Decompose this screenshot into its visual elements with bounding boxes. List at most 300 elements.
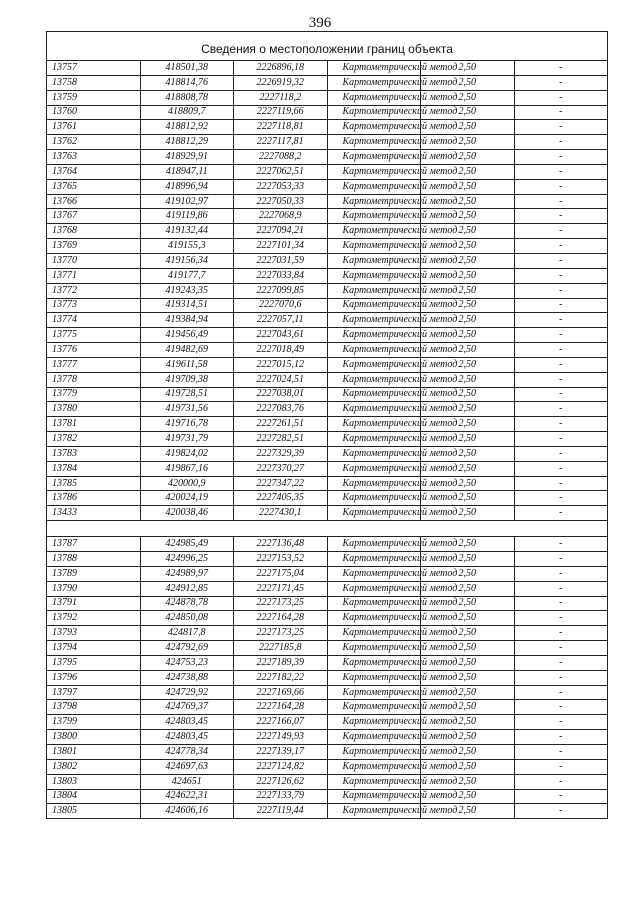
method-cell: Картометрический метод xyxy=(327,670,421,685)
note-cell: - xyxy=(514,506,608,521)
note-cell: - xyxy=(514,685,608,700)
table-row xyxy=(47,700,608,715)
note-cell: - xyxy=(514,730,608,745)
note-cell: - xyxy=(514,461,608,476)
note-cell: - xyxy=(514,120,608,135)
y-coordinate-cell: 2227101,34 xyxy=(234,239,328,254)
x-coordinate-cell: 419731,79 xyxy=(140,432,234,447)
point-number-cell: 13803 xyxy=(47,774,141,789)
x-coordinate-cell: 424850,08 xyxy=(140,611,234,626)
y-coordinate-cell: 2227133,79 xyxy=(234,789,328,804)
point-number-cell: 13768 xyxy=(47,224,141,239)
x-coordinate-cell: 424738,88 xyxy=(140,670,234,685)
accuracy-cell: 2,50 xyxy=(421,581,515,596)
method-cell: Картометрический метод xyxy=(327,537,421,552)
x-coordinate-cell: 424803,45 xyxy=(140,730,234,745)
x-coordinate-cell: 418814,76 xyxy=(140,75,234,90)
note-cell: - xyxy=(514,224,608,239)
table-row xyxy=(47,715,608,730)
point-number-cell: 13763 xyxy=(47,150,141,165)
accuracy-cell: 2,50 xyxy=(421,120,515,135)
x-coordinate-cell: 420000,9 xyxy=(140,476,234,491)
method-cell: Картометрический метод xyxy=(327,730,421,745)
x-coordinate-cell: 418996,94 xyxy=(140,179,234,194)
note-cell: - xyxy=(514,715,608,730)
accuracy-cell: 2,50 xyxy=(421,552,515,567)
x-coordinate-cell: 419119,86 xyxy=(140,209,234,224)
note-cell: - xyxy=(514,194,608,209)
accuracy-cell: 2,50 xyxy=(421,224,515,239)
table-row xyxy=(47,194,608,209)
point-number-cell: 13804 xyxy=(47,789,141,804)
note-cell: - xyxy=(514,343,608,358)
method-cell: Картометрический метод xyxy=(327,461,421,476)
table-row xyxy=(47,744,608,759)
note-cell: - xyxy=(514,313,608,328)
y-coordinate-cell: 2227043,61 xyxy=(234,328,328,343)
x-coordinate-cell: 418947,11 xyxy=(140,164,234,179)
note-cell: - xyxy=(514,774,608,789)
x-coordinate-cell: 424878,78 xyxy=(140,596,234,611)
y-coordinate-cell: 2227024,51 xyxy=(234,372,328,387)
table-row xyxy=(47,209,608,224)
accuracy-cell: 2,50 xyxy=(421,506,515,521)
table-row xyxy=(47,774,608,789)
y-coordinate-cell: 2227068,9 xyxy=(234,209,328,224)
method-cell: Картометрический метод xyxy=(327,417,421,432)
method-cell: Картометрический метод xyxy=(327,120,421,135)
x-coordinate-cell: 419482,69 xyxy=(140,343,234,358)
x-coordinate-cell: 419314,51 xyxy=(140,298,234,313)
point-number-cell: 13765 xyxy=(47,179,141,194)
table-row xyxy=(47,253,608,268)
point-number-cell: 13769 xyxy=(47,239,141,254)
y-coordinate-cell: 2227370,27 xyxy=(234,461,328,476)
method-cell: Картометрический метод xyxy=(327,268,421,283)
page-number: 396 xyxy=(308,15,332,31)
method-cell: Картометрический метод xyxy=(327,90,421,105)
x-coordinate-cell: 424989,97 xyxy=(140,566,234,581)
note-cell: - xyxy=(514,596,608,611)
note-cell: - xyxy=(514,670,608,685)
x-coordinate-cell: 420038,46 xyxy=(140,506,234,521)
point-number-cell: 13785 xyxy=(47,476,141,491)
point-number-cell: 13771 xyxy=(47,268,141,283)
table-row xyxy=(47,387,608,402)
method-cell: Картометрический метод xyxy=(327,239,421,254)
note-cell: - xyxy=(514,135,608,150)
y-coordinate-cell: 2227088,2 xyxy=(234,150,328,165)
accuracy-cell: 2,50 xyxy=(421,90,515,105)
x-coordinate-cell: 424729,92 xyxy=(140,685,234,700)
note-cell: - xyxy=(514,581,608,596)
note-cell: - xyxy=(514,150,608,165)
note-cell: - xyxy=(514,552,608,567)
method-cell: Картометрический метод xyxy=(327,581,421,596)
accuracy-cell: 2,50 xyxy=(421,268,515,283)
table-row xyxy=(47,357,608,372)
point-number-cell: 13779 xyxy=(47,387,141,402)
table-row xyxy=(47,417,608,432)
note-cell: - xyxy=(514,90,608,105)
note-cell: - xyxy=(514,446,608,461)
method-cell: Картометрический метод xyxy=(327,75,421,90)
table-row xyxy=(47,268,608,283)
x-coordinate-cell: 419456,49 xyxy=(140,328,234,343)
table-body xyxy=(47,32,608,819)
method-cell: Картометрический метод xyxy=(327,150,421,165)
method-cell: Картометрический метод xyxy=(327,402,421,417)
x-coordinate-cell: 424996,25 xyxy=(140,552,234,567)
accuracy-cell: 2,50 xyxy=(421,491,515,506)
y-coordinate-cell: 2227126,62 xyxy=(234,774,328,789)
x-coordinate-cell: 424792,69 xyxy=(140,641,234,656)
table-row xyxy=(47,581,608,596)
x-coordinate-cell: 419132,44 xyxy=(140,224,234,239)
table-row xyxy=(47,552,608,567)
method-cell: Картометрический метод xyxy=(327,298,421,313)
y-coordinate-cell: 2227124,82 xyxy=(234,759,328,774)
table-row xyxy=(47,566,608,581)
point-number-cell: 13800 xyxy=(47,730,141,745)
group-separator-row xyxy=(47,521,608,537)
table-row xyxy=(47,239,608,254)
note-cell: - xyxy=(514,804,608,819)
accuracy-cell: 2,50 xyxy=(421,432,515,447)
note-cell: - xyxy=(514,491,608,506)
x-coordinate-cell: 420024,19 xyxy=(140,491,234,506)
x-coordinate-cell: 424912,85 xyxy=(140,581,234,596)
note-cell: - xyxy=(514,268,608,283)
table-row xyxy=(47,224,608,239)
table-title-row xyxy=(47,32,608,61)
note-cell: - xyxy=(514,626,608,641)
note-cell: - xyxy=(514,298,608,313)
x-coordinate-cell: 419156,34 xyxy=(140,253,234,268)
table-row xyxy=(47,328,608,343)
accuracy-cell: 2,50 xyxy=(421,283,515,298)
table-row xyxy=(47,537,608,552)
method-cell: Картометрический метод xyxy=(327,759,421,774)
method-cell: Картометрический метод xyxy=(327,626,421,641)
boundary-coordinates-table xyxy=(46,31,608,819)
method-cell: Картометрический метод xyxy=(327,209,421,224)
y-coordinate-cell: 2227117,81 xyxy=(234,135,328,150)
method-cell: Картометрический метод xyxy=(327,744,421,759)
table-title: Сведения о местоположении границ объекта xyxy=(47,32,608,61)
point-number-cell: 13789 xyxy=(47,566,141,581)
method-cell: Картометрический метод xyxy=(327,357,421,372)
x-coordinate-cell: 419243,35 xyxy=(140,283,234,298)
y-coordinate-cell: 2226919,32 xyxy=(234,75,328,90)
note-cell: - xyxy=(514,328,608,343)
point-number-cell: 13791 xyxy=(47,596,141,611)
note-cell: - xyxy=(514,476,608,491)
y-coordinate-cell: 2227050,33 xyxy=(234,194,328,209)
y-coordinate-cell: 2227164,28 xyxy=(234,611,328,626)
accuracy-cell: 2,50 xyxy=(421,75,515,90)
table-row xyxy=(47,759,608,774)
table-row xyxy=(47,105,608,120)
point-number-cell: 13773 xyxy=(47,298,141,313)
method-cell: Картометрический метод xyxy=(327,789,421,804)
y-coordinate-cell: 2227175,04 xyxy=(234,566,328,581)
method-cell: Картометрический метод xyxy=(327,596,421,611)
point-number-cell: 13796 xyxy=(47,670,141,685)
x-coordinate-cell: 419177,7 xyxy=(140,268,234,283)
point-number-cell: 13757 xyxy=(47,61,141,76)
x-coordinate-cell: 418812,29 xyxy=(140,135,234,150)
note-cell: - xyxy=(514,105,608,120)
x-coordinate-cell: 419384,94 xyxy=(140,313,234,328)
method-cell: Картометрический метод xyxy=(327,552,421,567)
y-coordinate-cell: 2227118,81 xyxy=(234,120,328,135)
point-number-cell: 13778 xyxy=(47,372,141,387)
note-cell: - xyxy=(514,700,608,715)
accuracy-cell: 2,50 xyxy=(421,372,515,387)
note-cell: - xyxy=(514,417,608,432)
table-row xyxy=(47,730,608,745)
accuracy-cell: 2,50 xyxy=(421,700,515,715)
note-cell: - xyxy=(514,432,608,447)
point-number-cell: 13784 xyxy=(47,461,141,476)
method-cell: Картометрический метод xyxy=(327,313,421,328)
separator-cell xyxy=(47,521,608,537)
accuracy-cell: 2,50 xyxy=(421,476,515,491)
accuracy-cell: 2,50 xyxy=(421,566,515,581)
table-row xyxy=(47,164,608,179)
method-cell: Картометрический метод xyxy=(327,432,421,447)
x-coordinate-cell: 418809,7 xyxy=(140,105,234,120)
y-coordinate-cell: 2227405,35 xyxy=(234,491,328,506)
point-number-cell: 13782 xyxy=(47,432,141,447)
y-coordinate-cell: 2227166,07 xyxy=(234,715,328,730)
method-cell: Картометрический метод xyxy=(327,105,421,120)
x-coordinate-cell: 424985,49 xyxy=(140,537,234,552)
table-row xyxy=(47,120,608,135)
accuracy-cell: 2,50 xyxy=(421,461,515,476)
accuracy-cell: 2,50 xyxy=(421,298,515,313)
x-coordinate-cell: 419731,56 xyxy=(140,402,234,417)
table-row xyxy=(47,402,608,417)
y-coordinate-cell: 2227173,25 xyxy=(234,626,328,641)
x-coordinate-cell: 419824,02 xyxy=(140,446,234,461)
x-coordinate-cell: 424606,16 xyxy=(140,804,234,819)
accuracy-cell: 2,50 xyxy=(421,774,515,789)
x-coordinate-cell: 424769,37 xyxy=(140,700,234,715)
x-coordinate-cell: 424817,8 xyxy=(140,626,234,641)
method-cell: Картометрический метод xyxy=(327,61,421,76)
y-coordinate-cell: 2227173,25 xyxy=(234,596,328,611)
x-coordinate-cell: 418812,92 xyxy=(140,120,234,135)
accuracy-cell: 2,50 xyxy=(421,239,515,254)
table-row xyxy=(47,61,608,76)
accuracy-cell: 2,50 xyxy=(421,313,515,328)
accuracy-cell: 2,50 xyxy=(421,402,515,417)
accuracy-cell: 2,50 xyxy=(421,357,515,372)
note-cell: - xyxy=(514,387,608,402)
accuracy-cell: 2,50 xyxy=(421,685,515,700)
table-row xyxy=(47,150,608,165)
table-row xyxy=(47,789,608,804)
method-cell: Картометрический метод xyxy=(327,446,421,461)
accuracy-cell: 2,50 xyxy=(421,744,515,759)
point-number-cell: 13805 xyxy=(47,804,141,819)
table-row xyxy=(47,506,608,521)
accuracy-cell: 2,50 xyxy=(421,611,515,626)
point-number-cell: 13802 xyxy=(47,759,141,774)
x-coordinate-cell: 419867,16 xyxy=(140,461,234,476)
note-cell: - xyxy=(514,402,608,417)
note-cell: - xyxy=(514,655,608,670)
point-number-cell: 13766 xyxy=(47,194,141,209)
table-row xyxy=(47,641,608,656)
note-cell: - xyxy=(514,75,608,90)
point-number-cell: 13774 xyxy=(47,313,141,328)
y-coordinate-cell: 2227261,51 xyxy=(234,417,328,432)
note-cell: - xyxy=(514,372,608,387)
point-number-cell: 13758 xyxy=(47,75,141,90)
y-coordinate-cell: 2227139,17 xyxy=(234,744,328,759)
accuracy-cell: 2,50 xyxy=(421,655,515,670)
point-number-cell: 13795 xyxy=(47,655,141,670)
y-coordinate-cell: 2227136,48 xyxy=(234,537,328,552)
x-coordinate-cell: 424651 xyxy=(140,774,234,789)
note-cell: - xyxy=(514,357,608,372)
note-cell: - xyxy=(514,641,608,656)
note-cell: - xyxy=(514,179,608,194)
method-cell: Картометрический метод xyxy=(327,343,421,358)
table-row xyxy=(47,611,608,626)
point-number-cell: 13781 xyxy=(47,417,141,432)
point-number-cell: 13801 xyxy=(47,744,141,759)
y-coordinate-cell: 2227053,33 xyxy=(234,179,328,194)
accuracy-cell: 2,50 xyxy=(421,387,515,402)
point-number-cell: 13788 xyxy=(47,552,141,567)
point-number-cell: 13792 xyxy=(47,611,141,626)
note-cell: - xyxy=(514,61,608,76)
accuracy-cell: 2,50 xyxy=(421,417,515,432)
point-number-cell: 13783 xyxy=(47,446,141,461)
point-number-cell: 13760 xyxy=(47,105,141,120)
point-number-cell: 13764 xyxy=(47,164,141,179)
boundary-coordinates-sheet xyxy=(46,31,608,819)
table-row xyxy=(47,313,608,328)
point-number-cell: 13790 xyxy=(47,581,141,596)
method-cell: Картометрический метод xyxy=(327,476,421,491)
accuracy-cell: 2,50 xyxy=(421,641,515,656)
accuracy-cell: 2,50 xyxy=(421,537,515,552)
table-row xyxy=(47,343,608,358)
point-number-cell: 13761 xyxy=(47,120,141,135)
table-row xyxy=(47,461,608,476)
y-coordinate-cell: 2227118,2 xyxy=(234,90,328,105)
accuracy-cell: 2,50 xyxy=(421,730,515,745)
y-coordinate-cell: 2227031,59 xyxy=(234,253,328,268)
point-number-cell: 13759 xyxy=(47,90,141,105)
point-number-cell: 13775 xyxy=(47,328,141,343)
x-coordinate-cell: 424622,31 xyxy=(140,789,234,804)
x-coordinate-cell: 419716,78 xyxy=(140,417,234,432)
note-cell: - xyxy=(514,239,608,254)
method-cell: Картометрический метод xyxy=(327,774,421,789)
accuracy-cell: 2,50 xyxy=(421,179,515,194)
accuracy-cell: 2,50 xyxy=(421,194,515,209)
x-coordinate-cell: 418501,38 xyxy=(140,61,234,76)
point-number-cell: 13433 xyxy=(47,506,141,521)
x-coordinate-cell: 424753,23 xyxy=(140,655,234,670)
y-coordinate-cell: 2227282,51 xyxy=(234,432,328,447)
method-cell: Картометрический метод xyxy=(327,611,421,626)
point-number-cell: 13762 xyxy=(47,135,141,150)
y-coordinate-cell: 2227164,28 xyxy=(234,700,328,715)
method-cell: Картометрический метод xyxy=(327,506,421,521)
point-number-cell: 13793 xyxy=(47,626,141,641)
point-number-cell: 13786 xyxy=(47,491,141,506)
note-cell: - xyxy=(514,759,608,774)
y-coordinate-cell: 2227038,01 xyxy=(234,387,328,402)
note-cell: - xyxy=(514,744,608,759)
y-coordinate-cell: 2227062,51 xyxy=(234,164,328,179)
table-row xyxy=(47,804,608,819)
x-coordinate-cell: 418929,91 xyxy=(140,150,234,165)
point-number-cell: 13767 xyxy=(47,209,141,224)
method-cell: Картометрический метод xyxy=(327,387,421,402)
accuracy-cell: 2,50 xyxy=(421,61,515,76)
point-number-cell: 13770 xyxy=(47,253,141,268)
table-row xyxy=(47,655,608,670)
y-coordinate-cell: 2227149,93 xyxy=(234,730,328,745)
y-coordinate-cell: 2227171,45 xyxy=(234,581,328,596)
accuracy-cell: 2,50 xyxy=(421,105,515,120)
method-cell: Картометрический метод xyxy=(327,566,421,581)
method-cell: Картометрический метод xyxy=(327,135,421,150)
table-row xyxy=(47,135,608,150)
method-cell: Картометрический метод xyxy=(327,224,421,239)
note-cell: - xyxy=(514,789,608,804)
table-row xyxy=(47,372,608,387)
y-coordinate-cell: 2227153,52 xyxy=(234,552,328,567)
point-number-cell: 13798 xyxy=(47,700,141,715)
x-coordinate-cell: 419728,51 xyxy=(140,387,234,402)
x-coordinate-cell: 419155,3 xyxy=(140,239,234,254)
y-coordinate-cell: 2227094,21 xyxy=(234,224,328,239)
y-coordinate-cell: 2227119,66 xyxy=(234,105,328,120)
y-coordinate-cell: 2227347,22 xyxy=(234,476,328,491)
y-coordinate-cell: 2227119,44 xyxy=(234,804,328,819)
y-coordinate-cell: 2227329,39 xyxy=(234,446,328,461)
accuracy-cell: 2,50 xyxy=(421,804,515,819)
accuracy-cell: 2,50 xyxy=(421,150,515,165)
method-cell: Картометрический метод xyxy=(327,283,421,298)
x-coordinate-cell: 419611,58 xyxy=(140,357,234,372)
table-row xyxy=(47,626,608,641)
accuracy-cell: 2,50 xyxy=(421,343,515,358)
method-cell: Картометрический метод xyxy=(327,715,421,730)
y-coordinate-cell: 2226896,18 xyxy=(234,61,328,76)
point-number-cell: 13776 xyxy=(47,343,141,358)
accuracy-cell: 2,50 xyxy=(421,759,515,774)
y-coordinate-cell: 2227057,11 xyxy=(234,313,328,328)
note-cell: - xyxy=(514,253,608,268)
x-coordinate-cell: 424803,45 xyxy=(140,715,234,730)
accuracy-cell: 2,50 xyxy=(421,253,515,268)
x-coordinate-cell: 418808,78 xyxy=(140,90,234,105)
table-row xyxy=(47,75,608,90)
point-number-cell: 13772 xyxy=(47,283,141,298)
point-number-cell: 13777 xyxy=(47,357,141,372)
table-row xyxy=(47,298,608,313)
